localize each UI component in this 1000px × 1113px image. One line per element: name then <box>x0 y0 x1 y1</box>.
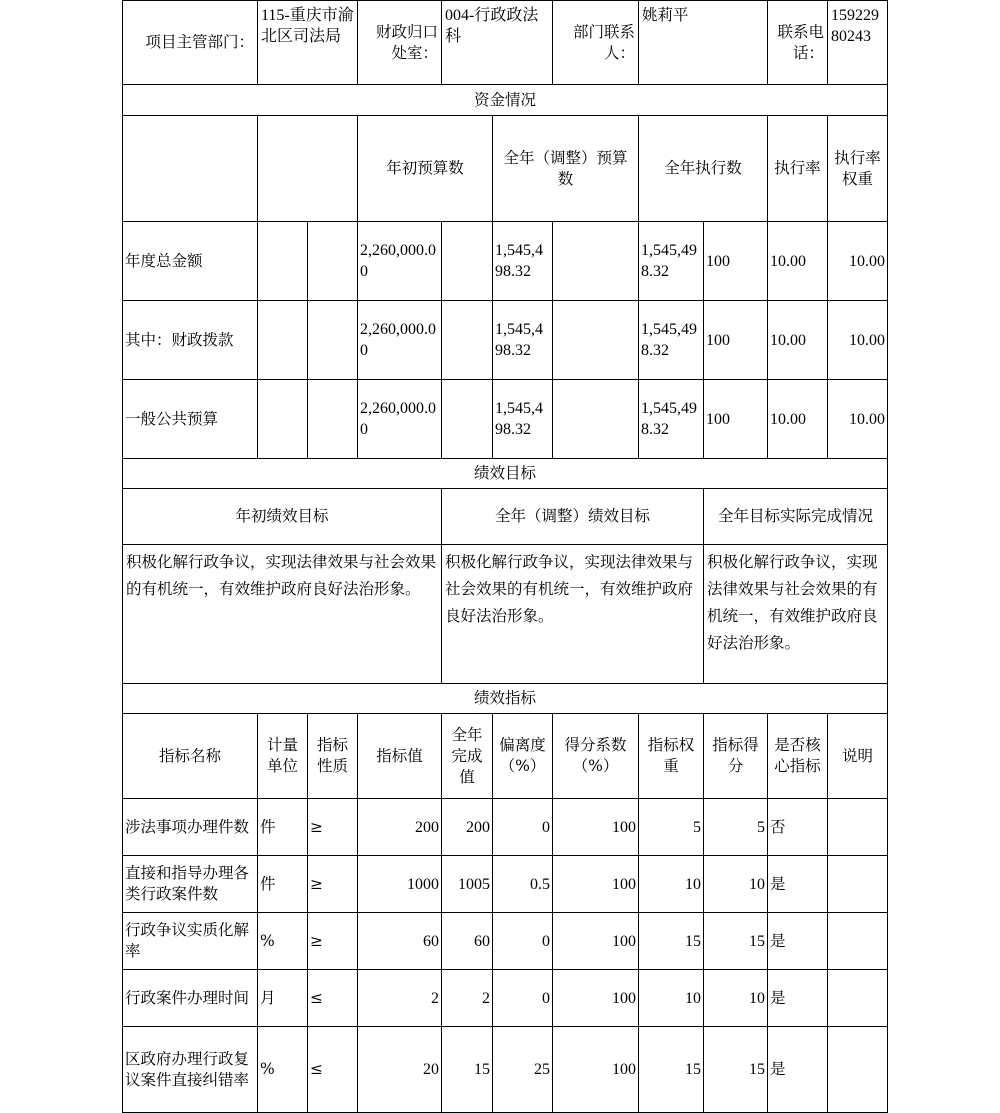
goals-col-actual: 全年目标实际完成情况 <box>704 489 888 545</box>
ind-col-score: 指标得分 <box>704 714 768 799</box>
funds-col-rate: 执行率 <box>768 116 828 222</box>
ind-coef: 100 <box>553 1027 639 1113</box>
ind-nature: ≥ <box>308 856 358 913</box>
goals-initial-text: 积极化解行政争议，实现法律效果与社会效果的有机统一，有效维护政府良好法治形象。 <box>123 545 442 684</box>
funds-header-row <box>123 116 888 222</box>
ind-note <box>828 970 888 1027</box>
funds-rate: 100 <box>704 380 768 459</box>
funds-col-executed: 全年执行数 <box>639 116 768 222</box>
ind-note <box>828 913 888 970</box>
funds-col-weight: 执行率权重 <box>828 116 888 222</box>
funds-header-empty <box>123 116 258 222</box>
ind-score: 10 <box>704 856 768 913</box>
ind-col-unit: 计量单位 <box>258 714 308 799</box>
funds-cell-empty <box>308 301 358 380</box>
ind-deviation: 0 <box>493 799 553 856</box>
ind-target: 60 <box>358 913 442 970</box>
ind-nature: ≤ <box>308 1027 358 1113</box>
indicator-row <box>123 799 888 856</box>
ind-coef: 100 <box>553 913 639 970</box>
dept-label: 项目主管部门： <box>123 1 258 85</box>
ind-col-weight: 指标权重 <box>639 714 704 799</box>
goals-actual-text: 积极化解行政争议，实现法律效果与社会效果的有机统一，有效维护政府良好法治形象。 <box>704 545 888 684</box>
funds-header-empty <box>258 116 358 222</box>
ind-weight: 10 <box>639 856 704 913</box>
ind-unit: % <box>258 1027 308 1113</box>
funds-cell-empty <box>308 222 358 301</box>
ind-name: 行政案件办理时间 <box>123 970 258 1027</box>
funds-initial: 2,260,000.00 <box>358 301 442 380</box>
funds-executed: 1,545,498.32 <box>639 380 704 459</box>
ind-name: 直接和指导办理各类行政案件数 <box>123 856 258 913</box>
funds-initial: 2,260,000.00 <box>358 222 442 301</box>
funds-section-title: 资金情况 <box>123 85 888 116</box>
ind-coef: 100 <box>553 799 639 856</box>
finance-label: 财政归口处室： <box>358 1 442 85</box>
contact-label: 部门联系人： <box>553 1 639 85</box>
indicators-section-title: 绩效指标 <box>123 684 888 714</box>
funds-adjusted: 1,545,498.32 <box>493 380 553 459</box>
ind-col-deviation: 偏离度（%） <box>493 714 553 799</box>
goals-col-initial: 年初绩效目标 <box>123 489 442 545</box>
ind-core: 是 <box>768 970 828 1027</box>
ind-col-nature: 指标性质 <box>308 714 358 799</box>
ind-score: 10 <box>704 970 768 1027</box>
header-row <box>123 1 888 85</box>
funds-executed: 1,545,498.32 <box>639 301 704 380</box>
indicator-row <box>123 1027 888 1113</box>
ind-score: 5 <box>704 799 768 856</box>
funds-row-label: 年度总金额 <box>123 222 258 301</box>
funds-cell-empty <box>553 380 639 459</box>
funds-row <box>123 222 888 301</box>
ind-core: 否 <box>768 799 828 856</box>
ind-note <box>828 856 888 913</box>
ind-deviation: 25 <box>493 1027 553 1113</box>
funds-cell-empty <box>308 380 358 459</box>
ind-col-core: 是否核心指标 <box>768 714 828 799</box>
ind-actual: 15 <box>442 1027 493 1113</box>
funds-score: 10.00 <box>828 380 888 459</box>
funds-cell-empty <box>442 301 493 380</box>
ind-deviation: 0 <box>493 913 553 970</box>
ind-unit: 件 <box>258 856 308 913</box>
ind-score: 15 <box>704 1027 768 1113</box>
goals-header-row <box>123 489 888 545</box>
ind-col-actual: 全年完成值 <box>442 714 493 799</box>
funds-cell-empty <box>258 380 308 459</box>
ind-note <box>828 1027 888 1113</box>
funds-cell-empty <box>553 222 639 301</box>
dept-value: 115-重庆市渝北区司法局 <box>258 1 358 85</box>
indicator-row <box>123 970 888 1027</box>
ind-core: 是 <box>768 1027 828 1113</box>
funds-weight: 10.00 <box>768 301 828 380</box>
indicator-row <box>123 856 888 913</box>
ind-target: 1000 <box>358 856 442 913</box>
ind-col-target: 指标值 <box>358 714 442 799</box>
ind-unit: 月 <box>258 970 308 1027</box>
funds-row <box>123 380 888 459</box>
phone-value: 15922980243 <box>828 1 888 85</box>
ind-target: 20 <box>358 1027 442 1113</box>
indicator-row <box>123 913 888 970</box>
funds-cell-empty <box>553 301 639 380</box>
ind-actual: 60 <box>442 913 493 970</box>
funds-weight: 10.00 <box>768 222 828 301</box>
funds-adjusted: 1,545,498.32 <box>493 301 553 380</box>
ind-name: 行政争议实质化解率 <box>123 913 258 970</box>
ind-nature: ≥ <box>308 913 358 970</box>
ind-unit: 件 <box>258 799 308 856</box>
funds-score: 10.00 <box>828 222 888 301</box>
funds-score: 10.00 <box>828 301 888 380</box>
funds-executed: 1,545,498.32 <box>639 222 704 301</box>
ind-weight: 10 <box>639 970 704 1027</box>
goals-section-title: 绩效目标 <box>123 459 888 489</box>
ind-weight: 5 <box>639 799 704 856</box>
ind-nature: ≥ <box>308 799 358 856</box>
goals-adjusted-text: 积极化解行政争议，实现法律效果与社会效果的有机统一，有效维护政府良好法治形象。 <box>442 545 704 684</box>
ind-target: 2 <box>358 970 442 1027</box>
ind-coef: 100 <box>553 856 639 913</box>
funds-col-initial: 年初预算数 <box>358 116 493 222</box>
ind-actual: 2 <box>442 970 493 1027</box>
ind-actual: 200 <box>442 799 493 856</box>
ind-core: 是 <box>768 856 828 913</box>
funds-initial: 2,260,000.00 <box>358 380 442 459</box>
ind-weight: 15 <box>639 1027 704 1113</box>
funds-row <box>123 301 888 380</box>
funds-cell-empty <box>258 301 308 380</box>
ind-target: 200 <box>358 799 442 856</box>
funds-adjusted: 1,545,498.32 <box>493 222 553 301</box>
ind-coef: 100 <box>553 970 639 1027</box>
ind-col-note: 说明 <box>828 714 888 799</box>
finance-value: 004-行政政法科 <box>442 1 553 85</box>
funds-rate: 100 <box>704 222 768 301</box>
ind-col-coef: 得分系数（%） <box>553 714 639 799</box>
funds-row-label: 其中：财政拨款 <box>123 301 258 380</box>
funds-rate: 100 <box>704 301 768 380</box>
ind-nature: ≤ <box>308 970 358 1027</box>
funds-row-label: 一般公共预算 <box>123 380 258 459</box>
phone-label: 联系电话： <box>768 1 828 85</box>
indicators-header-row <box>123 714 888 799</box>
ind-col-name: 指标名称 <box>123 714 258 799</box>
contact-value: 姚莉平 <box>639 1 768 85</box>
ind-actual: 1005 <box>442 856 493 913</box>
performance-table <box>122 0 888 1113</box>
funds-cell-empty <box>442 222 493 301</box>
ind-core: 是 <box>768 913 828 970</box>
goals-content-row <box>123 545 888 684</box>
funds-col-adjusted: 全年（调整）预算数 <box>493 116 639 222</box>
ind-name: 涉法事项办理件数 <box>123 799 258 856</box>
ind-deviation: 0 <box>493 970 553 1027</box>
ind-score: 15 <box>704 913 768 970</box>
funds-cell-empty <box>442 380 493 459</box>
funds-weight: 10.00 <box>768 380 828 459</box>
goals-col-adjusted: 全年（调整）绩效目标 <box>442 489 704 545</box>
ind-name: 区政府办理行政复议案件直接纠错率 <box>123 1027 258 1113</box>
ind-note <box>828 799 888 856</box>
ind-weight: 15 <box>639 913 704 970</box>
ind-deviation: 0.5 <box>493 856 553 913</box>
ind-unit: % <box>258 913 308 970</box>
funds-cell-empty <box>258 222 308 301</box>
